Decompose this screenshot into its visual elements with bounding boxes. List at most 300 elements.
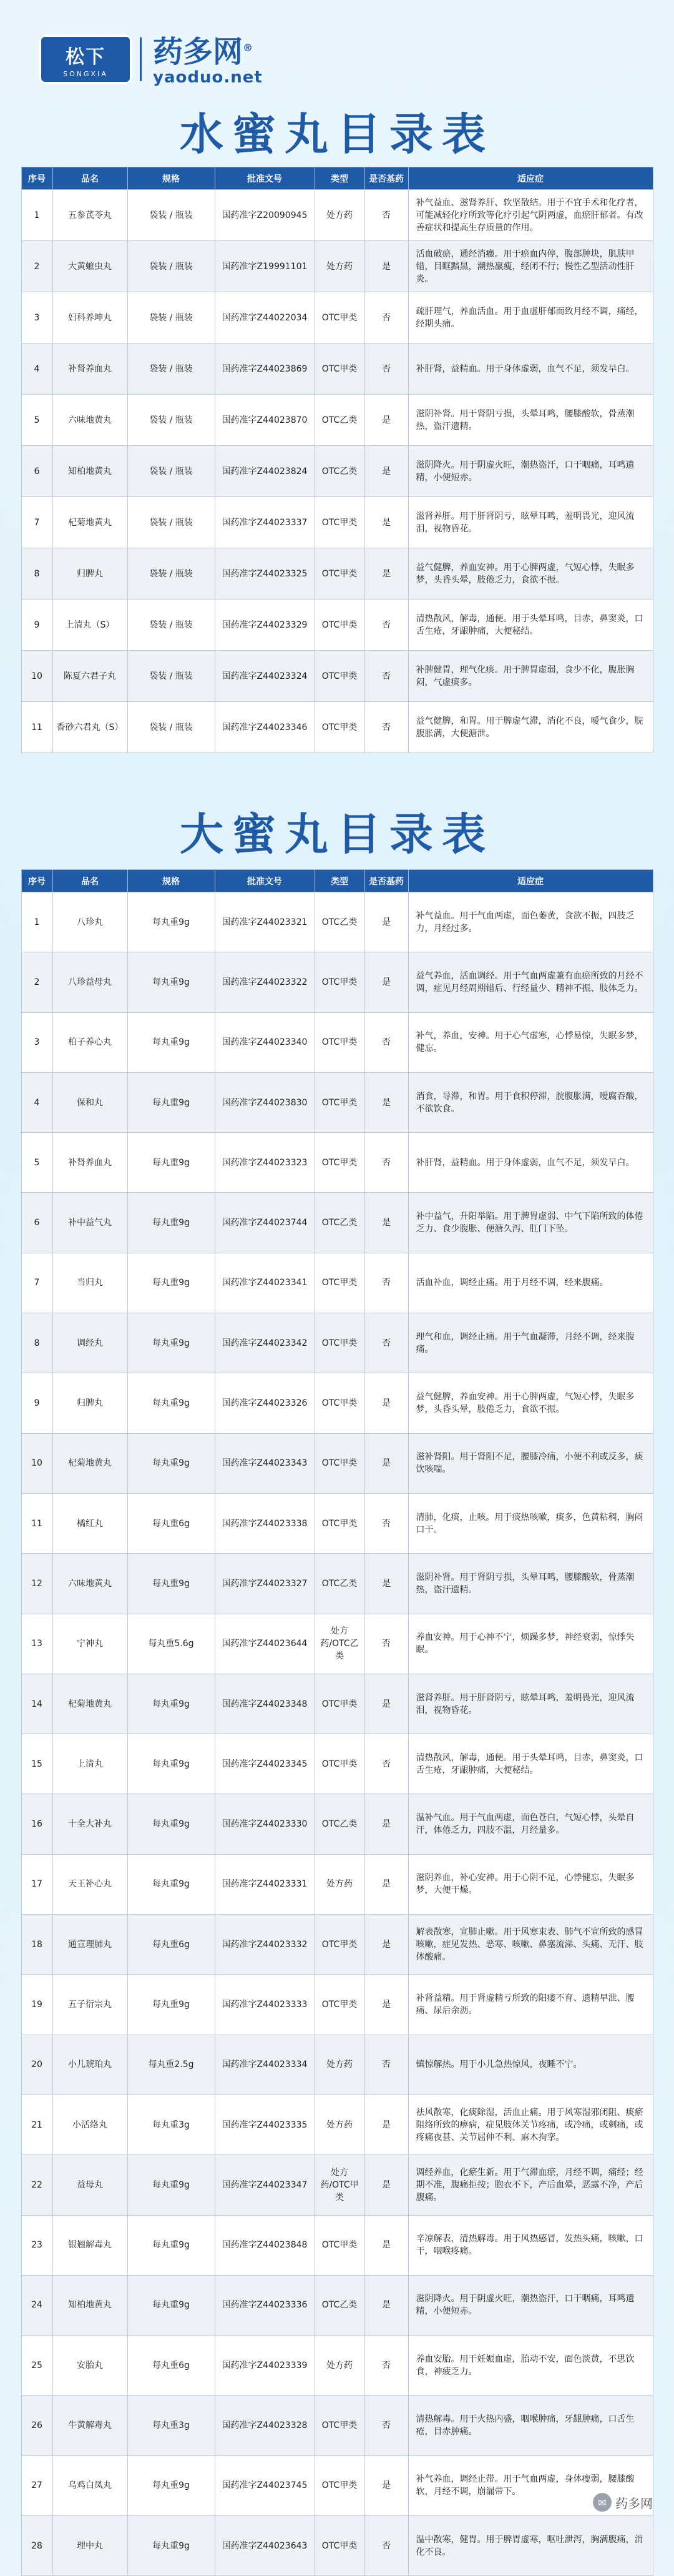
cell-name: 补肾养血丸 — [52, 343, 127, 395]
cell-approval: 国药准字Z44023326 — [215, 1373, 315, 1433]
cell-type: OTC甲类 — [315, 600, 364, 651]
cell-spec: 每丸重9g — [127, 1554, 215, 1614]
cell-approval: 国药准字Z44023347 — [215, 2155, 315, 2215]
logo-main-text: 松下 — [66, 46, 105, 68]
cell-approval: 国药准字Z44023321 — [215, 892, 315, 952]
cell-approval: 国药准字Z44023339 — [215, 2336, 315, 2396]
cell-name: 补肾养血丸 — [52, 1133, 127, 1193]
cell-indication: 理气和血，调经止痛。用于气血凝滞，月经不调，经来腹痛。 — [408, 1313, 653, 1373]
cell-approval: 国药准字Z44023336 — [215, 2275, 315, 2335]
cell-approval: 国药准字Z44023324 — [215, 651, 315, 702]
cell-no: 8 — [21, 548, 52, 600]
cell-basic: 否 — [364, 702, 408, 753]
cell-no: 7 — [21, 1253, 52, 1313]
cell-name: 补中益气丸 — [52, 1193, 127, 1253]
column-header: 是否基药 — [364, 870, 408, 892]
cell-name: 陈夏六君子丸 — [52, 651, 127, 702]
cell-spec: 袋装 / 瓶装 — [127, 497, 215, 548]
cell-spec: 每丸重9g — [127, 892, 215, 952]
cell-indication: 养血安胎。用于妊娠血虚，胎动不安，面色淡黄，不思饮食，神疲乏力。 — [408, 2336, 653, 2396]
brand-logo — [153, 32, 263, 87]
cell-approval: 国药准字Z44023342 — [215, 1313, 315, 1373]
cell-name: 六味地黄丸 — [52, 1554, 127, 1614]
cell-type: 处方药 — [315, 241, 364, 292]
table-row — [21, 952, 653, 1012]
cell-indication: 温补气血。用于气血两虚，面色苍白，气短心悸，头晕自汗，体倦乏力，四肢不温，月经量多。 — [408, 1794, 653, 1854]
cell-name: 杞菊地黄丸 — [52, 1433, 127, 1493]
cell-no: 9 — [21, 1373, 52, 1433]
cell-type: OTC甲类 — [315, 1493, 364, 1553]
cell-approval: 国药准字Z44023337 — [215, 497, 315, 548]
cell-basic: 是 — [364, 1193, 408, 1253]
cell-no: 7 — [21, 497, 52, 548]
cell-spec: 袋装 / 瓶装 — [127, 343, 215, 395]
cell-basic: 否 — [364, 2035, 408, 2095]
cell-indication: 补肝肾，益精血。用于身体虚弱，血气不足，须发早白。 — [408, 1133, 653, 1193]
cell-no: 6 — [21, 1193, 52, 1253]
cell-spec: 每丸重6g — [127, 1915, 215, 1975]
cell-type: OTC甲类 — [315, 2215, 364, 2275]
cell-approval: 国药准字Z44023335 — [215, 2095, 315, 2154]
cell-basic: 否 — [364, 343, 408, 395]
cell-approval: 国药准字Z44023333 — [215, 1975, 315, 2035]
cell-indication: 祛风散寒，化痰除湿，活血止痛。用于风寒湿邪闭阻、痰瘀阻络所致的痹病，症见肢体关节疼痛，或冷痛，或刺痛，或疼痛夜甚、关节屈伸不利、麻木拘挛。 — [408, 2095, 653, 2154]
cell-spec: 袋装 / 瓶装 — [127, 651, 215, 702]
cell-no: 16 — [21, 1794, 52, 1854]
cell-indication: 补气养血，调经止带。用于气血两虚，身体瘦弱，腰膝酸软，月经不调，崩漏带下。 — [408, 2455, 653, 2515]
column-header: 适应症 — [408, 167, 653, 190]
cell-basic: 否 — [364, 2336, 408, 2396]
cell-type: OTC甲类 — [315, 1373, 364, 1433]
cell-indication: 消食，导滞，和胃。用于食积停滞，脘腹胀满，嗳腐吞酸，不欲饮食。 — [408, 1072, 653, 1132]
cell-no: 22 — [21, 2155, 52, 2215]
cell-spec: 每丸重9g — [127, 1373, 215, 1433]
brand-registered-mark: ® — [243, 42, 253, 54]
cell-basic: 是 — [364, 2275, 408, 2335]
cell-indication: 补气益血、滋肾养肝、软坚散结。用于不宜手术和化疗者，可能减轻化疗所致等化疗引起气阴两虚，血瘀肝郁者。有改善症状和提高生存质量的作用。 — [408, 190, 653, 241]
cell-no: 23 — [21, 2215, 52, 2275]
cell-name: 香砂六君丸（S） — [52, 702, 127, 753]
cell-approval: 国药准字Z44023343 — [215, 1433, 315, 1493]
cell-spec: 每丸重9g — [127, 1313, 215, 1373]
cell-indication: 解表散寒，宣肺止嗽。用于风寒束表、肺气不宣所致的感冒咳嗽，症见发热、恶寒、咳嗽、鼻塞流涕、头痛、无汗、肢体酸痛。 — [408, 1915, 653, 1975]
cell-type: 处方药/OTC甲类 — [315, 2155, 364, 2215]
cell-name: 上清丸 — [52, 1734, 127, 1794]
cell-type: OTC甲类 — [315, 343, 364, 395]
cell-type: OTC甲类 — [315, 702, 364, 753]
cell-approval: 国药准字Z44023848 — [215, 2215, 315, 2275]
cell-indication: 调经养血，化瘀生新。用于气滞血瘀，月经不调，痛经；经期不准，腹痛拒按；胞衣不下，产后血晕，恶露不净，产后腹痛。 — [408, 2155, 653, 2215]
cell-indication: 滋肾养肝。用于肝肾阴亏，眩晕耳鸣，羞明畏光，迎风流泪，视物昏花。 — [408, 497, 653, 548]
table-row — [21, 497, 653, 548]
cell-type: 处方药 — [315, 2336, 364, 2396]
cell-name: 十全大补丸 — [52, 1794, 127, 1854]
cell-name: 知柏地黄丸 — [52, 446, 127, 497]
cell-type: 处方药 — [315, 190, 364, 241]
table-row — [21, 548, 653, 600]
cell-name: 通宣理肺丸 — [52, 1915, 127, 1975]
cell-indication: 养血安神。用于心神不宁，烦躁多梦，神经衰弱，惊悸失眠。 — [408, 1614, 653, 1674]
cell-no: 5 — [21, 1133, 52, 1193]
cell-spec: 每丸重6g — [127, 2336, 215, 2396]
cell-spec: 每丸重9g — [127, 1794, 215, 1854]
cell-basic: 是 — [364, 1915, 408, 1975]
cell-indication: 滋阴补肾。用于肾阴亏损，头晕耳鸣，腰膝酸软，骨蒸潮热，盗汗遗精。 — [408, 395, 653, 446]
cell-no: 1 — [21, 190, 52, 241]
column-header: 类型 — [315, 167, 364, 190]
brand-cn: 药多网 — [153, 34, 243, 69]
cell-approval: 国药准字Z44023338 — [215, 1493, 315, 1553]
table-row — [21, 1975, 653, 2035]
cell-indication: 补气益血。用于气血两虚，面色萎黄，食欲不振，四肢乏力，月经过多。 — [408, 892, 653, 952]
watermark — [593, 2493, 653, 2512]
cell-approval: 国药准字Z44023340 — [215, 1012, 315, 1072]
table-row — [21, 1614, 653, 1674]
cell-name: 当归丸 — [52, 1253, 127, 1313]
cell-no: 4 — [21, 1072, 52, 1132]
cell-basic: 是 — [364, 1433, 408, 1493]
cell-indication: 滋补肾阳。用于肾阳不足，腰膝冷痛，小便不利或反多，痰饮咳喘。 — [408, 1433, 653, 1493]
cell-indication: 疏肝理气，养血活血。用于血虚肝郁而致月经不调，痛经，经期头痛。 — [408, 292, 653, 343]
table-row — [21, 1493, 653, 1553]
cell-spec: 每丸重2.5g — [127, 2035, 215, 2095]
cell-indication: 益气健脾，养血安神。用于心脾两虚，气短心悸，失眠多梦，头昏头晕，肢倦乏力，食欲不振。 — [408, 548, 653, 600]
cell-type: OTC甲类 — [315, 497, 364, 548]
cell-name: 归脾丸 — [52, 548, 127, 600]
cell-no: 25 — [21, 2336, 52, 2396]
cell-no: 8 — [21, 1313, 52, 1373]
cell-no: 5 — [21, 395, 52, 446]
column-header: 批准文号 — [215, 870, 315, 892]
table-row — [21, 2336, 653, 2396]
cell-indication: 补中益气，升阳举陷。用于脾胃虚弱、中气下陷所致的体倦乏力、食少腹胀、便溏久泻、肛门下坠。 — [408, 1193, 653, 1253]
cell-indication: 益气健脾，和胃。用于脾虚气滞，消化不良，嗳气食少，脘腹胀满，大便溏泄。 — [408, 702, 653, 753]
cell-spec: 每丸重9g — [127, 952, 215, 1012]
cell-type: OTC甲类 — [315, 1072, 364, 1132]
cell-indication: 活血破瘀，通经消癥。用于瘀血内停，腹部肿块，肌肤甲错，目眶黯黑，潮热羸瘦，经闭不行；慢性乙型活动性肝炎。 — [408, 241, 653, 292]
cell-name: 天王补心丸 — [52, 1854, 127, 1914]
cell-name: 杞菊地黄丸 — [52, 1674, 127, 1734]
cell-approval: 国药准字Z44023348 — [215, 1674, 315, 1734]
cell-indication: 温中散寒，健胃。用于脾胃虚寒，呕吐泄泻，胸满腹痛，消化不良。 — [408, 2516, 653, 2576]
cell-spec: 袋装 / 瓶装 — [127, 395, 215, 446]
cell-name: 六味地黄丸 — [52, 395, 127, 446]
cell-type: OTC甲类 — [315, 1433, 364, 1493]
cell-indication: 清肺，化痰，止咳。用于痰热咳嗽，痰多，色黄粘稠，胸闷口干。 — [408, 1493, 653, 1553]
table-row — [21, 2275, 653, 2335]
cell-spec: 每丸重9g — [127, 1975, 215, 2035]
cell-indication: 滋肾养肝。用于肝肾阴亏，眩晕耳鸣，羞明畏光，迎风流泪，视物昏花。 — [408, 1674, 653, 1734]
cell-indication: 清热散风，解毒，通便。用于头晕耳鸣，目赤，鼻窦炎，口舌生疮，牙龈肿痛，大便秘结。 — [408, 600, 653, 651]
cell-approval: 国药准字Z44023745 — [215, 2455, 315, 2515]
column-header: 品名 — [52, 167, 127, 190]
cell-no: 18 — [21, 1915, 52, 1975]
cell-no: 11 — [21, 1493, 52, 1553]
cell-spec: 每丸重9g — [127, 2215, 215, 2275]
cell-basic: 是 — [364, 1854, 408, 1914]
table-row — [21, 2095, 653, 2154]
table-row — [21, 1734, 653, 1794]
table-row — [21, 1072, 653, 1132]
column-header: 规格 — [127, 870, 215, 892]
cell-spec: 每丸重9g — [127, 1133, 215, 1193]
cell-indication: 清热解毒。用于火热内盛，咽喉肿痛，牙龈肿痛，口舌生疮，目赤肿痛。 — [408, 2396, 653, 2455]
table-row — [21, 1133, 653, 1193]
cell-basic: 是 — [364, 892, 408, 952]
cell-basic: 否 — [364, 2516, 408, 2576]
cell-approval: 国药准字Z44023322 — [215, 952, 315, 1012]
cell-no: 17 — [21, 1854, 52, 1914]
cell-name: 八珍益母丸 — [52, 952, 127, 1012]
cell-name: 牛黄解毒丸 — [52, 2396, 127, 2455]
cell-approval: 国药准字Z44023332 — [215, 1915, 315, 1975]
cell-type: 处方药 — [315, 2035, 364, 2095]
cell-approval: 国药准字Z44023345 — [215, 1734, 315, 1794]
cell-no: 10 — [21, 1433, 52, 1493]
cell-spec: 袋装 / 瓶装 — [127, 241, 215, 292]
cell-basic: 否 — [364, 651, 408, 702]
cell-basic: 是 — [364, 2155, 408, 2215]
cell-name: 保和丸 — [52, 1072, 127, 1132]
cell-type: OTC甲类 — [315, 1313, 364, 1373]
cell-approval: 国药准字Z44023346 — [215, 702, 315, 753]
cell-approval: 国药准字Z19991101 — [215, 241, 315, 292]
watermark-text: 药多网 — [615, 2495, 653, 2511]
table2-title: 大蜜丸目录表 — [180, 809, 494, 860]
cell-basic: 是 — [364, 1554, 408, 1614]
cell-name: 归脾丸 — [52, 1373, 127, 1433]
cell-type: OTC甲类 — [315, 1734, 364, 1794]
cell-basic: 是 — [364, 548, 408, 600]
logo-sub-text: SONGXIA — [63, 69, 108, 78]
cell-type: OTC甲类 — [315, 2455, 364, 2515]
cell-type: OTC甲类 — [315, 1674, 364, 1734]
cell-spec: 袋装 / 瓶装 — [127, 548, 215, 600]
cell-name: 杞菊地黄丸 — [52, 497, 127, 548]
cell-basic: 否 — [364, 1012, 408, 1072]
cell-name: 柏子养心丸 — [52, 1012, 127, 1072]
cell-name: 上清丸（S） — [52, 600, 127, 651]
cell-approval: 国药准字Z44023643 — [215, 2516, 315, 2576]
cell-type: OTC乙类 — [315, 395, 364, 446]
cell-name: 八珍丸 — [52, 892, 127, 952]
table-row — [21, 1433, 653, 1493]
cell-basic: 是 — [364, 1794, 408, 1854]
cell-no: 28 — [21, 2516, 52, 2576]
cell-spec: 每丸重9g — [127, 1734, 215, 1794]
cell-approval: 国药准字Z44023869 — [215, 343, 315, 395]
cell-no: 20 — [21, 2035, 52, 2095]
cell-basic: 否 — [364, 1133, 408, 1193]
cell-no: 21 — [21, 2095, 52, 2154]
cell-approval: 国药准字Z20090945 — [215, 190, 315, 241]
cell-spec: 每丸重3g — [127, 2095, 215, 2154]
cell-approval: 国药准字Z44023334 — [215, 2035, 315, 2095]
table-row — [21, 292, 653, 343]
cell-spec: 每丸重9g — [127, 1012, 215, 1072]
cell-spec: 每丸重9g — [127, 1674, 215, 1734]
table-row — [21, 1012, 653, 1072]
cell-name: 益母丸 — [52, 2155, 127, 2215]
cell-type: 处方药 — [315, 1854, 364, 1914]
cell-approval: 国药准字Z44023744 — [215, 1193, 315, 1253]
cell-approval: 国药准字Z44023644 — [215, 1614, 315, 1674]
cell-indication: 益气健脾，养血安神。用于心脾两虚，气短心悸，失眠多梦，头昏头晕，肢倦乏力，食欲不振。 — [408, 1373, 653, 1433]
cell-no: 14 — [21, 1674, 52, 1734]
cell-approval: 国药准字Z44023323 — [215, 1133, 315, 1193]
cell-basic: 是 — [364, 1975, 408, 2035]
cell-spec: 每丸重9g — [127, 1193, 215, 1253]
cell-no: 19 — [21, 1975, 52, 2035]
cell-basic: 是 — [364, 395, 408, 446]
cell-type: OTC甲类 — [315, 2396, 364, 2455]
cell-no: 15 — [21, 1734, 52, 1794]
cell-basic: 否 — [364, 2396, 408, 2455]
cell-name: 银翘解毒丸 — [52, 2215, 127, 2275]
cell-type: OTC甲类 — [315, 1012, 364, 1072]
column-header: 序号 — [21, 870, 52, 892]
cell-approval: 国药准字Z44023870 — [215, 395, 315, 446]
cell-indication: 清热散风，解毒，通便。用于头晕耳鸣，目赤，鼻窦炎，口舌生疮，牙龈肿痛，大便秘结。 — [408, 1734, 653, 1794]
cell-indication: 益气养血，活血调经。用于气血两虚兼有血瘀所致的月经不调，症见月经周期错后、行经量少、精神不振、肢体乏力。 — [408, 952, 653, 1012]
cell-basic: 是 — [364, 2215, 408, 2275]
cell-no: 4 — [21, 343, 52, 395]
cell-type: OTC乙类 — [315, 1193, 364, 1253]
cell-type: OTC甲类 — [315, 1975, 364, 2035]
cell-no: 10 — [21, 651, 52, 702]
cell-type: OTC甲类 — [315, 1915, 364, 1975]
cell-spec: 每丸重9g — [127, 2275, 215, 2335]
cell-spec: 每丸重3g — [127, 2396, 215, 2455]
cell-spec: 每丸重9g — [127, 1433, 215, 1493]
cell-no: 27 — [21, 2455, 52, 2515]
cell-type: OTC甲类 — [315, 548, 364, 600]
table-row — [21, 2396, 653, 2455]
table-row — [21, 343, 653, 395]
table-row — [21, 2516, 653, 2576]
table-row — [21, 395, 653, 446]
cell-approval: 国药准字Z44023331 — [215, 1854, 315, 1914]
column-header: 是否基药 — [364, 167, 408, 190]
cell-spec: 袋装 / 瓶装 — [127, 446, 215, 497]
cell-spec: 每丸重5.6g — [127, 1614, 215, 1674]
cell-no: 2 — [21, 241, 52, 292]
table-row — [21, 1253, 653, 1313]
cell-indication: 补气，养血，安神。用于心气虚寒，心悸易惊，失眠多梦，健忘。 — [408, 1012, 653, 1072]
cell-approval: 国药准字Z44023330 — [215, 1794, 315, 1854]
cell-basic: 是 — [364, 1373, 408, 1433]
cell-approval: 国药准字Z44022034 — [215, 292, 315, 343]
cell-spec: 每丸重9g — [127, 1253, 215, 1313]
cell-name: 安胎丸 — [52, 2336, 127, 2396]
cell-basic: 是 — [364, 497, 408, 548]
cell-no: 26 — [21, 2396, 52, 2455]
table-header-row — [21, 167, 653, 190]
cell-type: OTC甲类 — [315, 1253, 364, 1313]
table-row — [21, 1554, 653, 1614]
table2-body — [21, 892, 653, 2576]
cell-basic: 否 — [364, 1253, 408, 1313]
cell-indication: 补脾健胃，理气化痰。用于脾胃虚弱，食少不化，腹胀胸闷，气虚痰多。 — [408, 651, 653, 702]
cell-name: 五参芪苓丸 — [52, 190, 127, 241]
cell-spec: 每丸重9g — [127, 2516, 215, 2576]
cell-name: 五子衍宗丸 — [52, 1975, 127, 2035]
cell-indication: 活血补血，调经止痛。用于月经不调，经来腹痛。 — [408, 1253, 653, 1313]
table-row — [21, 651, 653, 702]
cell-no: 24 — [21, 2275, 52, 2335]
water-honey-pill-table — [21, 167, 653, 753]
cell-basic: 是 — [364, 2095, 408, 2154]
column-header: 类型 — [315, 870, 364, 892]
cell-type: OTC乙类 — [315, 892, 364, 952]
cell-type: OTC甲类 — [315, 651, 364, 702]
cell-type: OTC甲类 — [315, 1133, 364, 1193]
cell-basic: 否 — [364, 1734, 408, 1794]
cell-spec: 袋装 / 瓶装 — [127, 600, 215, 651]
cell-spec: 每丸重9g — [127, 2455, 215, 2515]
table-row — [21, 1915, 653, 1975]
cell-name: 大黄蟅虫丸 — [52, 241, 127, 292]
cell-approval: 国药准字Z44023830 — [215, 1072, 315, 1132]
table-row — [21, 241, 653, 292]
cell-spec: 每丸重6g — [127, 1493, 215, 1553]
cell-approval: 国药准字Z44023824 — [215, 446, 315, 497]
cell-name: 知柏地黄丸 — [52, 2275, 127, 2335]
cell-no: 1 — [21, 892, 52, 952]
table-row — [21, 1794, 653, 1854]
cell-basic: 否 — [364, 292, 408, 343]
cell-name: 宁神丸 — [52, 1614, 127, 1674]
table-row — [21, 1674, 653, 1734]
cell-type: OTC甲类 — [315, 952, 364, 1012]
cell-spec: 每丸重9g — [127, 1072, 215, 1132]
cell-name: 乌鸡白凤丸 — [52, 2455, 127, 2515]
column-header: 品名 — [52, 870, 127, 892]
cell-spec: 每丸重9g — [127, 1854, 215, 1914]
cell-basic: 是 — [364, 241, 408, 292]
table-row — [21, 1193, 653, 1253]
table-row — [21, 190, 653, 241]
table1-title: 水蜜丸目录表 — [180, 109, 494, 160]
cell-no: 6 — [21, 446, 52, 497]
cell-basic: 否 — [364, 1614, 408, 1674]
column-header: 批准文号 — [215, 167, 315, 190]
cell-indication: 补肝肾，益精血。用于身体虚弱，血气不足，须发早白。 — [408, 343, 653, 395]
cell-approval: 国药准字Z44023328 — [215, 2396, 315, 2455]
table-row — [21, 1854, 653, 1914]
cell-type: OTC乙类 — [315, 2275, 364, 2335]
brand-en: yaoduo.net — [153, 68, 263, 87]
cell-basic: 是 — [364, 1072, 408, 1132]
table-row — [21, 702, 653, 753]
cell-type: OTC乙类 — [315, 1794, 364, 1854]
cell-name: 妇科养坤丸 — [52, 292, 127, 343]
cell-spec: 袋装 / 瓶装 — [127, 702, 215, 753]
cell-type: 处方药/OTC乙类 — [315, 1614, 364, 1674]
cell-indication: 滋阴降火。用于阴虚火旺，潮热盗汗，口干咽痛，耳鸣遗精，小便短赤。 — [408, 446, 653, 497]
cell-basic: 是 — [364, 1674, 408, 1734]
table-row — [21, 2155, 653, 2215]
cell-no: 13 — [21, 1614, 52, 1674]
cell-basic: 是 — [364, 446, 408, 497]
cell-name: 理中丸 — [52, 2516, 127, 2576]
cell-name: 橘红丸 — [52, 1493, 127, 1553]
cell-no: 11 — [21, 702, 52, 753]
cell-spec: 袋装 / 瓶装 — [127, 190, 215, 241]
table-row — [21, 1313, 653, 1373]
cell-basic: 否 — [364, 600, 408, 651]
cell-indication: 滋阴降火。用于阴虚火旺，潮热盗汗，口干咽痛，耳鸣遗精，小便短赤。 — [408, 2275, 653, 2335]
